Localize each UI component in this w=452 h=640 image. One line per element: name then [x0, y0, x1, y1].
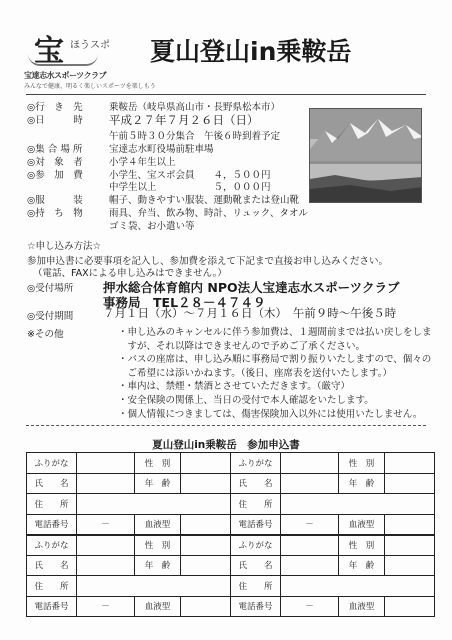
info-label: ◎対 象 者 — [27, 157, 83, 168]
furigana-label: ふりがな — [27, 535, 77, 556]
phone-field[interactable]: － — [77, 596, 135, 617]
note-item: ・申し込みのキャンセルに伴う参加費は、１週間前までは払い戻しをしま — [118, 327, 432, 338]
phone-field[interactable]: － — [281, 514, 339, 535]
note-item: ・安全保険の関係上、当日の受付で本人確認をいたします。 — [118, 394, 374, 406]
phone-label: 電話番号 — [27, 596, 77, 617]
mountain-photo — [309, 108, 422, 203]
info-value: 雨具、弁当、飲み物、時計、リュック、タオル — [109, 208, 308, 219]
apply-heading: ☆申し込み方法☆ — [27, 241, 102, 252]
logo-swoosh-icon — [28, 54, 98, 66]
gender-label: 性 別 — [339, 535, 385, 556]
furigana-label: ふりがな — [27, 453, 77, 474]
address-label: 住 所 — [27, 576, 77, 597]
form-row-phone — [27, 596, 435, 617]
info-value: 平成２７年７月２６日（日） — [109, 113, 259, 127]
name-field[interactable] — [77, 555, 135, 576]
phone-label: 電話番号 — [231, 596, 281, 617]
name-field[interactable] — [77, 473, 135, 494]
blood-label: 血液型 — [339, 596, 385, 617]
header-divider — [26, 94, 426, 95]
destination-label: ◎受付場所 — [27, 283, 74, 294]
gender-field[interactable] — [385, 535, 435, 556]
blood-field[interactable] — [385, 596, 435, 617]
age-label: 年 齢 — [339, 473, 385, 494]
furigana-label: ふりがな — [231, 453, 281, 474]
info-label: ◎日 時 — [27, 115, 83, 126]
blood-label: 血液型 — [339, 514, 385, 535]
page-title: 夏山登山in乗鞍岳 — [150, 37, 352, 66]
destination-line-2: 事務局 TEL２８－４７４９ — [103, 295, 266, 310]
name-label: 氏 名 — [27, 555, 77, 576]
age-label: 年 齢 — [135, 473, 181, 494]
address-label: 住 所 — [27, 494, 77, 515]
blood-field[interactable] — [181, 596, 231, 617]
info-label: ◎持 ち 物 — [27, 208, 83, 219]
gender-field[interactable] — [181, 535, 231, 556]
cut-line — [26, 425, 426, 426]
phone-label: 電話番号 — [27, 514, 77, 535]
info-value: 乗鞍岳（岐阜県高山市・長野県松本市） — [109, 102, 281, 113]
phone-field[interactable]: － — [77, 514, 135, 535]
info-value: 帽子、動きやすい服装、運動靴または登山靴 — [109, 195, 300, 206]
note-item: ・個人情報につきましては、傷害保険加入以外には使用いたしません。 — [118, 408, 423, 420]
info-value: 宝達志水町役場前駐車場 — [109, 144, 214, 155]
period-value: ７月１日（水）～７月１６日（木） 午前９時～午後５時 — [103, 306, 397, 320]
mountain-lake-image — [310, 109, 422, 203]
gender-label: 性 別 — [135, 535, 181, 556]
info-value: 小学４年生以上 — [109, 157, 176, 168]
name-label: 氏 名 — [231, 555, 281, 576]
address-field[interactable] — [77, 576, 231, 597]
gender-label: 性 別 — [135, 453, 181, 474]
age-field[interactable] — [181, 473, 231, 494]
age-label: 年 齢 — [339, 555, 385, 576]
form-row-address — [27, 576, 435, 597]
logo-kanji: 宝 — [34, 34, 64, 69]
apply-line-1: 参加申込書に必要事項を記入し、参加費を添えて下記まで直接お申し込みください。 — [27, 256, 389, 267]
form-row-name — [27, 555, 435, 576]
info-value: ゴミ袋、お小遣い等 — [109, 221, 195, 232]
form-row-furigana — [27, 453, 435, 474]
info-value: 小学生、宝スポ会員 ４，５００円 — [109, 170, 271, 181]
name-field[interactable] — [281, 555, 339, 576]
name-label: 氏 名 — [27, 473, 77, 494]
info-value: 午前５時３０分集合 午後６時到着予定 — [109, 131, 281, 142]
address-field[interactable] — [77, 494, 231, 515]
furigana-field[interactable] — [77, 535, 135, 556]
apply-line-2: （電話、FAXによる申し込みはできません。） — [33, 268, 227, 279]
address-label: 住 所 — [231, 494, 281, 515]
info-label: ◎服 装 — [27, 195, 83, 206]
other-label: ※その他 — [27, 329, 64, 340]
info-label: ◎集 合 場 所 — [27, 144, 83, 155]
note-item: ご希望には添いかねます。（後日、座席表を送付いたします。） — [118, 367, 392, 379]
note-item: すが、それ以降はできませんので予めご了承ください。 — [118, 340, 366, 352]
period-label: ◎受付期間 — [27, 311, 74, 322]
phone-label: 電話番号 — [231, 514, 281, 535]
gender-field[interactable] — [385, 453, 435, 474]
form-row-address — [27, 494, 435, 515]
logo-sub: ほうスポ — [70, 40, 110, 51]
form-row-furigana — [27, 535, 435, 556]
logo-tagline: みんなで健康、明るく楽しいスポーツを楽しもう — [24, 83, 156, 90]
name-field[interactable] — [281, 473, 339, 494]
destination-line-1: 押水総合体育館内 NPO法人宝達志水スポーツクラブ — [103, 280, 400, 295]
gender-label: 性 別 — [339, 453, 385, 474]
note-item: ・車内は、禁煙・禁酒とさせていただきます。（厳守） — [118, 381, 350, 393]
application-form — [26, 452, 435, 617]
info-label: ◎参 加 費 — [27, 170, 83, 181]
gender-field[interactable] — [181, 453, 231, 474]
club-logo — [24, 24, 156, 90]
note-item: ・バスの座席は、申し込み順に事務局で割り振りいたしますので、個々の — [118, 354, 432, 366]
form-row-phone — [27, 514, 435, 535]
blood-field[interactable] — [181, 514, 231, 535]
info-value: 中学生以上 ５，０００円 — [109, 182, 271, 193]
age-field[interactable] — [385, 555, 435, 576]
furigana-field[interactable] — [77, 453, 135, 474]
address-label: 住 所 — [231, 576, 281, 597]
form-title: 夏山登山in乗鞍岳 参加申込書 — [152, 439, 300, 451]
logo-club-name: 宝達志水スポーツクラブ — [24, 71, 107, 80]
notes-list — [118, 326, 432, 421]
name-label: 氏 名 — [231, 473, 281, 494]
age-field[interactable] — [181, 555, 231, 576]
blood-field[interactable] — [385, 514, 435, 535]
age-field[interactable] — [385, 473, 435, 494]
phone-field[interactable]: － — [281, 596, 339, 617]
info-label: ◎行 き 先 — [27, 102, 83, 113]
form-row-name — [27, 473, 435, 494]
address-field[interactable] — [281, 494, 435, 515]
furigana-field[interactable] — [281, 535, 339, 556]
blood-label: 血液型 — [135, 514, 181, 535]
furigana-label: ふりがな — [231, 535, 281, 556]
age-label: 年 齢 — [135, 555, 181, 576]
address-field[interactable] — [281, 576, 435, 597]
furigana-field[interactable] — [281, 453, 339, 474]
blood-label: 血液型 — [135, 596, 181, 617]
